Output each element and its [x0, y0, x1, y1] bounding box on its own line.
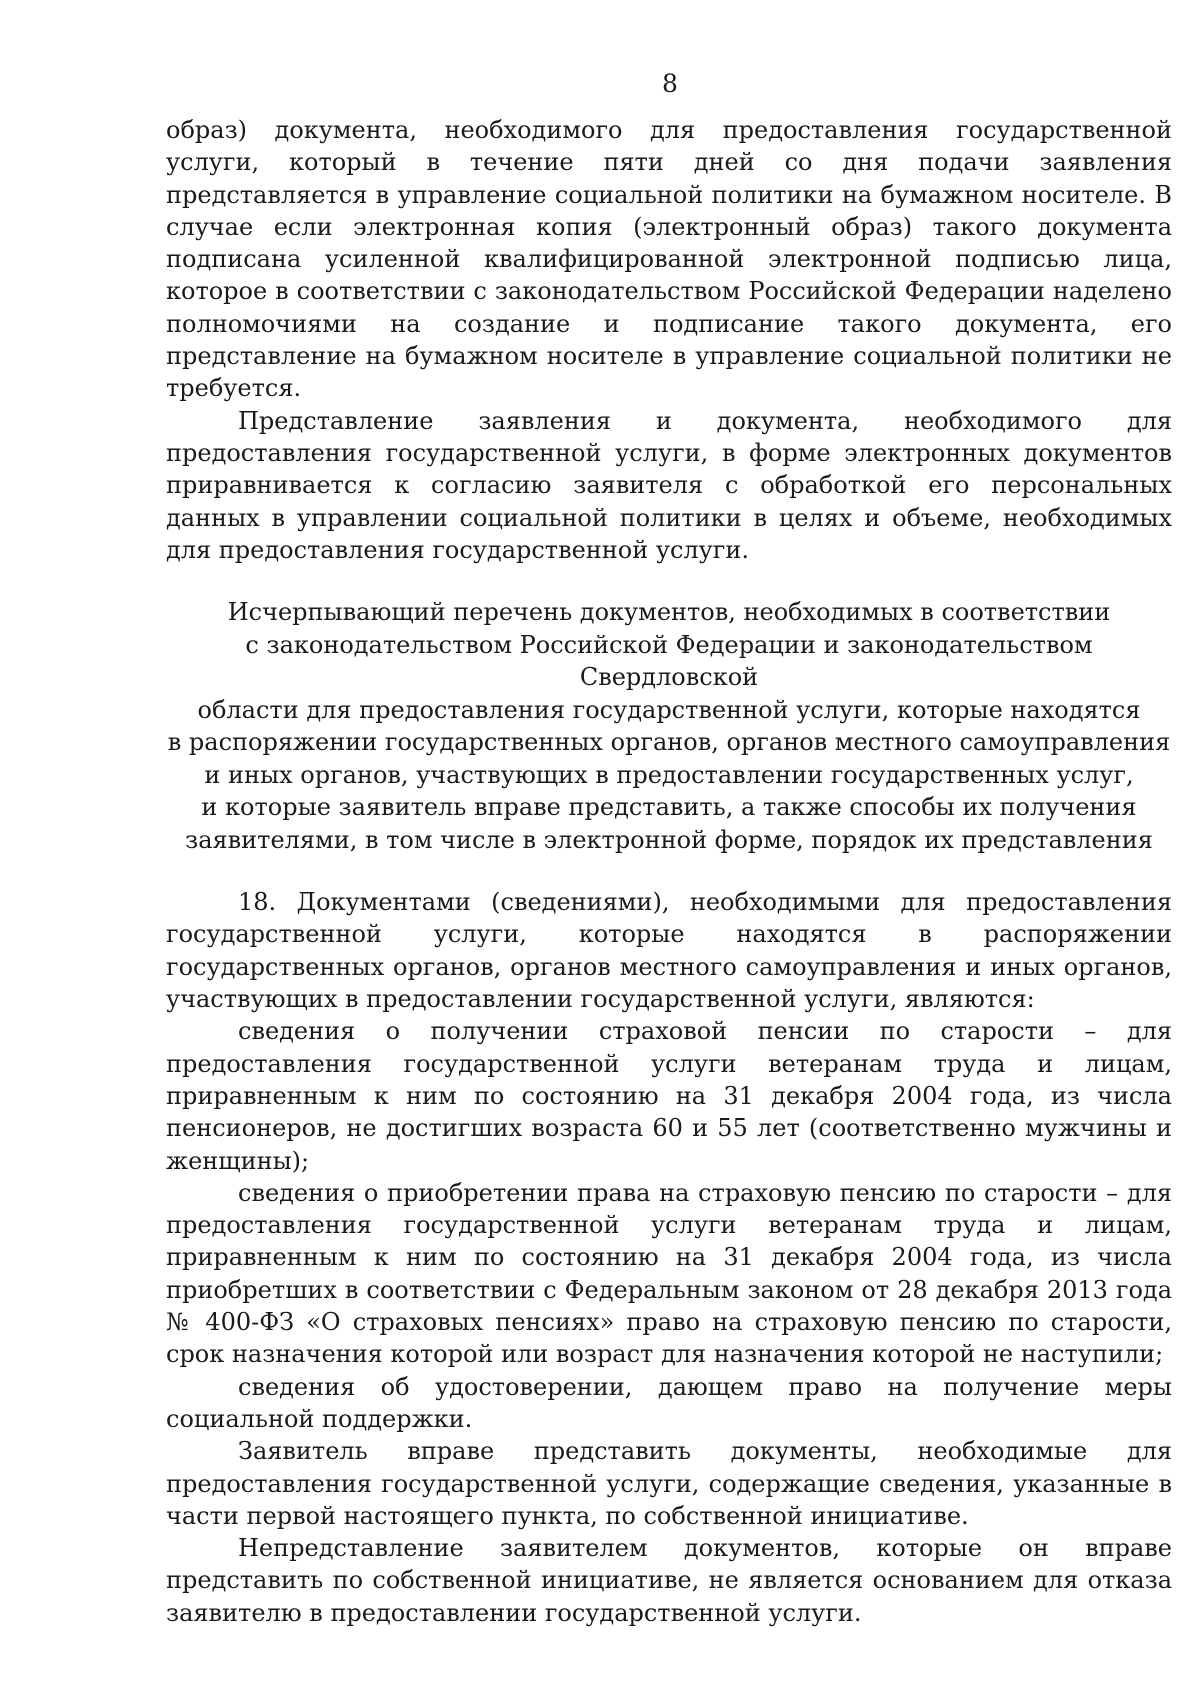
heading-line: в распоряжении государственных органов, органов местного самоуправления — [167, 728, 1171, 757]
paragraph-non-submission: Непредставление заявителем документов, которые он вправе представить по собственной инициативе, не является основанием для отказа заявителю в предоставлении государственной услуги. — [166, 1534, 1172, 1627]
paragraph-pension-info: сведения о получении страховой пенсии по старости – для предоставления государственной услуги ветеранам труда и лицам, приравненным к ним по состоянию на 31 декабря 2004 года, из числа пенсионеров, не достигших возраста 60 и 55 лет (соответственно мужчины и женщины); — [166, 1017, 1172, 1175]
page-number: 8 — [662, 69, 678, 98]
heading-line: и которые заявитель вправе представить, а также способы их получения — [201, 793, 1137, 822]
paragraph-electronic-consent: Представление заявления и документа, необходимого для предоставления государственной услуги, в форме электронных документов приравнивается к согласию заявителя с обработкой его персональных данных в управлении социальной политики в целях и объеме, необходимых для предоставления государственной услуги. — [166, 406, 1172, 564]
document-body — [166, 114, 1172, 1629]
paragraph-pension-right: сведения о приобретении права на страховую пенсию по старости – для предоставления государственной услуги ветеранам труда и лицам, приравненным к ним по состоянию на 31 декабря 2004 года, из числа приобретших в соответствии с Федеральным законом от 28 декабря 2013 года № 400-ФЗ «О страховых пенсиях» право на страховую пенсию по старости, срок назначения которой или возраст для назначения которой не наступили; — [166, 1178, 1172, 1369]
heading-line: Исчерпывающий перечень документов, необходимых в соответствии — [227, 598, 1111, 627]
heading-line: с законодательством Российской Федерации и законодательством Свердловской — [245, 630, 1093, 692]
paragraph-certificate-info: сведения об удостоверении, дающем право на получение меры социальной поддержки. — [166, 1372, 1172, 1433]
heading-line: области для предоставления государственной услуги, которые находятся — [197, 695, 1141, 724]
heading-line: и иных органов, участвующих в предоставлении государственных услуг, — [204, 760, 1134, 789]
section-heading — [166, 596, 1172, 856]
paragraph-continuation: образ) документа, необходимого для предоставления государственной услуги, который в течение пяти дней со дня подачи заявления представляется в управление социальной политики на бумажном носителе. В случае если электронная копия (электронный образ) такого документа подписана усиленной квалифицированной электронной подписью лица, которое в соответствии с законодательством Российской Федерации наделено полномочиями на создание и подписание такого документа, его представление на бумажном носителе в управление социальной политики не требуется. — [166, 116, 1172, 403]
heading-line: заявителями, в том числе в электронной форме, порядок их представления — [185, 825, 1153, 854]
paragraph-item-18: 18. Документами (сведениями), необходимыми для предоставления государственной услуги, которые находятся в распоряжении государственных органов, органов местного самоуправления и иных органов, участвующих в предоставлении государственной услуги, являются: — [166, 888, 1172, 1014]
paragraph-own-initiative: Заявитель вправе представить документы, необходимые для предоставления государственной услуги, содержащие сведения, указанные в части первой настоящего пункта, по собственной инициативе. — [166, 1437, 1172, 1530]
